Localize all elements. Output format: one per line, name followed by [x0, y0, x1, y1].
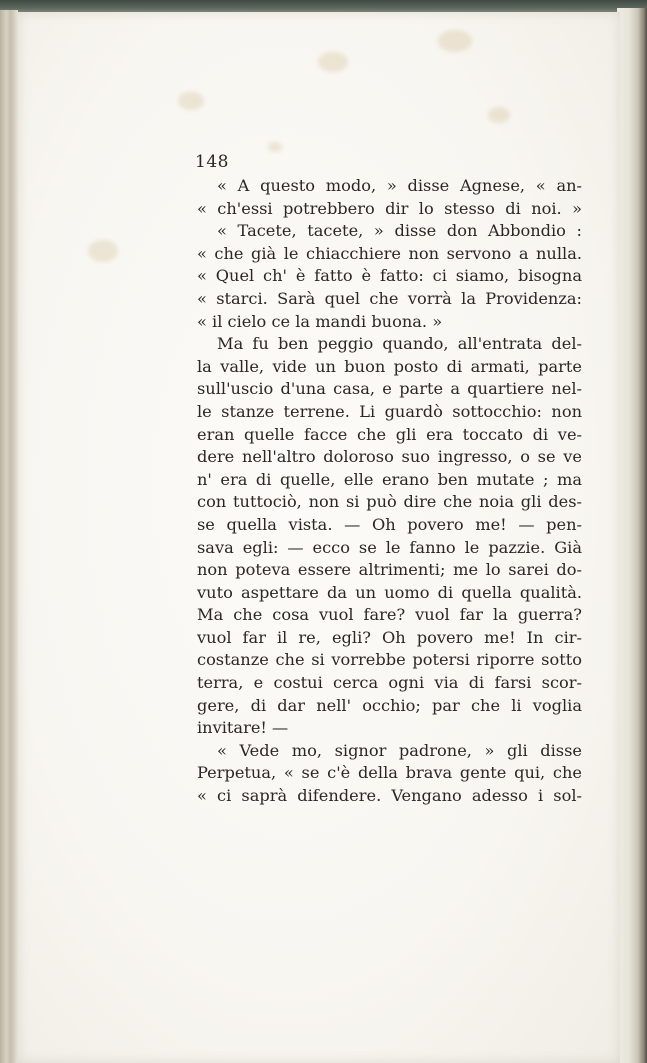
- text-line: la valle, vide un buon posto di armati, parte: [197, 356, 582, 376]
- text-line: le stanze terrene. Li guardò sottocchio: non: [197, 401, 582, 421]
- text-line: se quella vista. — Oh povero me! — pen-: [197, 514, 582, 534]
- page-number: 148: [195, 152, 229, 172]
- text-line: terra, e costui cerca ogni via di farsi scor-: [197, 673, 582, 693]
- book-page: [18, 12, 620, 1063]
- foxing-spot: [318, 52, 348, 72]
- foxing-spot: [488, 107, 510, 123]
- foxing-spot: [268, 142, 282, 152]
- page-stack-left: [0, 10, 18, 1063]
- body-text: [197, 175, 582, 808]
- foxing-spot: [88, 240, 118, 262]
- text-line: « Tacete, tacete, » disse don Abbondio :: [217, 221, 582, 241]
- text-line: dere nell'altro doloroso suo ingresso, o se ve: [197, 447, 582, 467]
- foxing-spot: [178, 92, 204, 110]
- text-line: sull'uscio d'una casa, e parte a quartiere nel-: [197, 379, 582, 399]
- text-line: vuto aspettare da un uomo di quella qualità.: [197, 582, 582, 602]
- text-line: gere, di dar nell' occhio; par che li voglia: [197, 695, 582, 715]
- text-line: « il cielo ce la mandi buona. »: [197, 311, 443, 331]
- text-line: con tuttociò, non si può dire che noia gli des-: [197, 492, 582, 512]
- foxing-spot: [438, 30, 472, 52]
- text-line: eran quelle facce che gli era toccato di ve-: [197, 424, 582, 444]
- text-line: « Quel ch' è fatto è fatto: ci siamo, bisogna: [197, 266, 582, 286]
- text-line: n' era di quelle, elle erano ben mutate ; ma: [197, 469, 582, 489]
- text-line: « starci. Sarà quel che vorrà la Providenza:: [197, 288, 582, 308]
- text-line: Ma che cosa vuol fare? vuol far la guerra?: [197, 605, 582, 625]
- text-line: Perpetua, « se c'è della brava gente qui, che: [197, 763, 582, 783]
- text-line: invitare! —: [197, 718, 289, 738]
- page-stack-right: [617, 8, 647, 1063]
- text-line: « A questo modo, » disse Agnese, « an-: [217, 176, 582, 195]
- text-line: Ma fu ben peggio quando, all'entrata del-: [217, 334, 582, 354]
- text-line: sava egli: — ecco se le fanno le pazzie. Già: [197, 537, 582, 557]
- text-line: « ch'essi potrebbero dir lo stesso di noi. »: [197, 198, 582, 218]
- text-line: « ci saprà difendere. Vengano adesso i sol-: [197, 786, 582, 806]
- text-line: vuol far il re, egli? Oh povero me! In cir-: [197, 627, 582, 647]
- text-line: costanze che si vorrebbe potersi riporre sotto: [197, 650, 582, 670]
- text-line: « che già le chiacchiere non servono a nulla.: [197, 243, 582, 263]
- text-line: « Vede mo, signor padrone, » gli disse: [217, 740, 582, 760]
- text-line: non poteva essere altrimenti; me lo sarei do-: [197, 560, 582, 580]
